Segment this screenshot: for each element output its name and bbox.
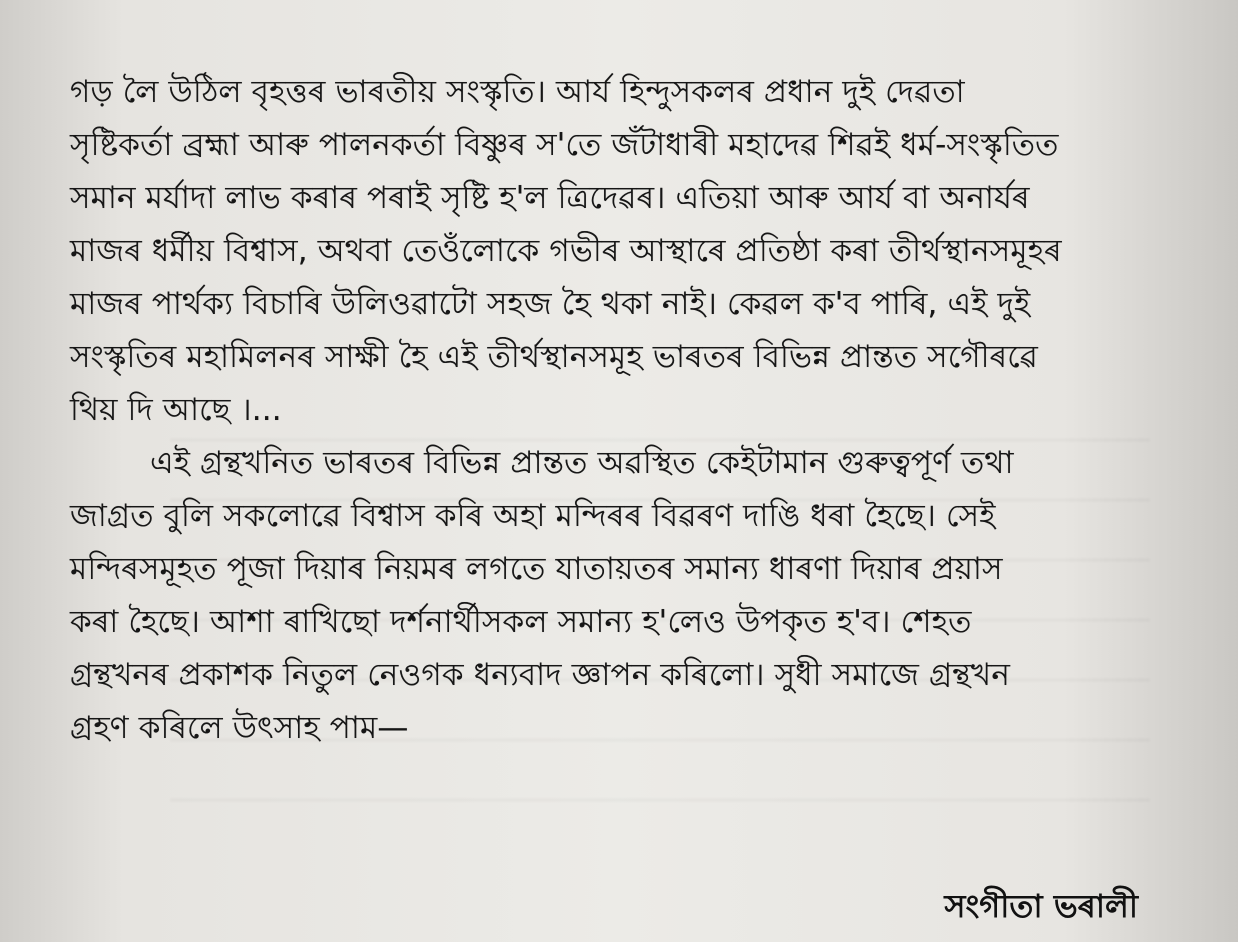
text-line: এই গ্ৰন্থখনিত ভাৰতৰ বিভিন্ন প্ৰান্তত অৱস্থিত কেইটামান গুৰুত্বপূৰ্ণ তথা [150,445,1014,481]
text-line: সংস্কৃতিৰ মহামিলনৰ সাক্ষী হৈ এই তীৰ্থস্থানসমূহ ভাৰতৰ বিভিন্ন প্ৰান্তত সগৌৰৱে [70,339,1038,375]
preface-text [70,66,1168,755]
paragraph-1 [70,66,1168,437]
paragraph-2 [70,437,1168,755]
text-line: জাগ্ৰত বুলি সকলোৱে বিশ্বাস কৰি অহা মন্দিৰৰ বিৱৰণ দাঙি ধৰা হৈছে। সেই [70,498,996,534]
text-line: গ্ৰন্থখনৰ প্ৰকাশক নিতুল নেওগক ধন্যবাদ জ্ঞাপন কৰিলো। সুধী সমাজে গ্ৰন্থখন [70,657,1010,693]
text-line: গড় লৈ উঠিল বৃহত্তৰ ভাৰতীয় সংস্কৃতি। আৰ্য হিন্দুসকলৰ প্ৰধান দুই দেৱতা [70,74,965,110]
text-line: মন্দিৰসমূহত পূজা দিয়াৰ নিয়মৰ লগতে যাতায়তৰ সমান্য ধাৰণা দিয়াৰ প্ৰয়াস [70,551,1003,587]
text-line: মাজৰ পাৰ্থক্য বিচাৰি উলিওৱাটো সহজ হৈ থকা নাই। কেৱল ক'ব পাৰি, এই দুই [70,286,1031,322]
text-line: থিয় দি আছে ।... [70,392,282,428]
text-line: মাজৰ ধৰ্মীয় বিশ্বাস, অথবা তেওঁলোকে গভীৰ আস্থাৰে প্ৰতিষ্ঠা কৰা তীৰ্থস্থানসমূহৰ [70,233,1062,269]
text-line: গ্ৰহণ কৰিলে উৎসাহ পাম— [70,710,409,746]
text-line: কৰা হৈছে। আশা ৰাখিছো দৰ্শনাৰ্থীসকল সমান্য হ'লেও উপকৃত হ'ব। শেহত [70,604,972,640]
author-signature: সংগীতা ভৰালী [944,887,1138,925]
text-line: সৃষ্টিকৰ্তা ব্ৰহ্মা আৰু পালনকৰ্তা বিষ্ণুৰ স'তে জঁটাধাৰী মহাদেৱ শিৱই ধৰ্ম-সংস্কৃতিত [70,127,1059,163]
text-line: সমান মৰ্যাদা লাভ কৰাৰ পৰাই সৃষ্টি হ'ল ত্ৰিদেৱৰ। এতিয়া আৰু আৰ্য বা অনাৰ্যৰ [70,180,1030,216]
